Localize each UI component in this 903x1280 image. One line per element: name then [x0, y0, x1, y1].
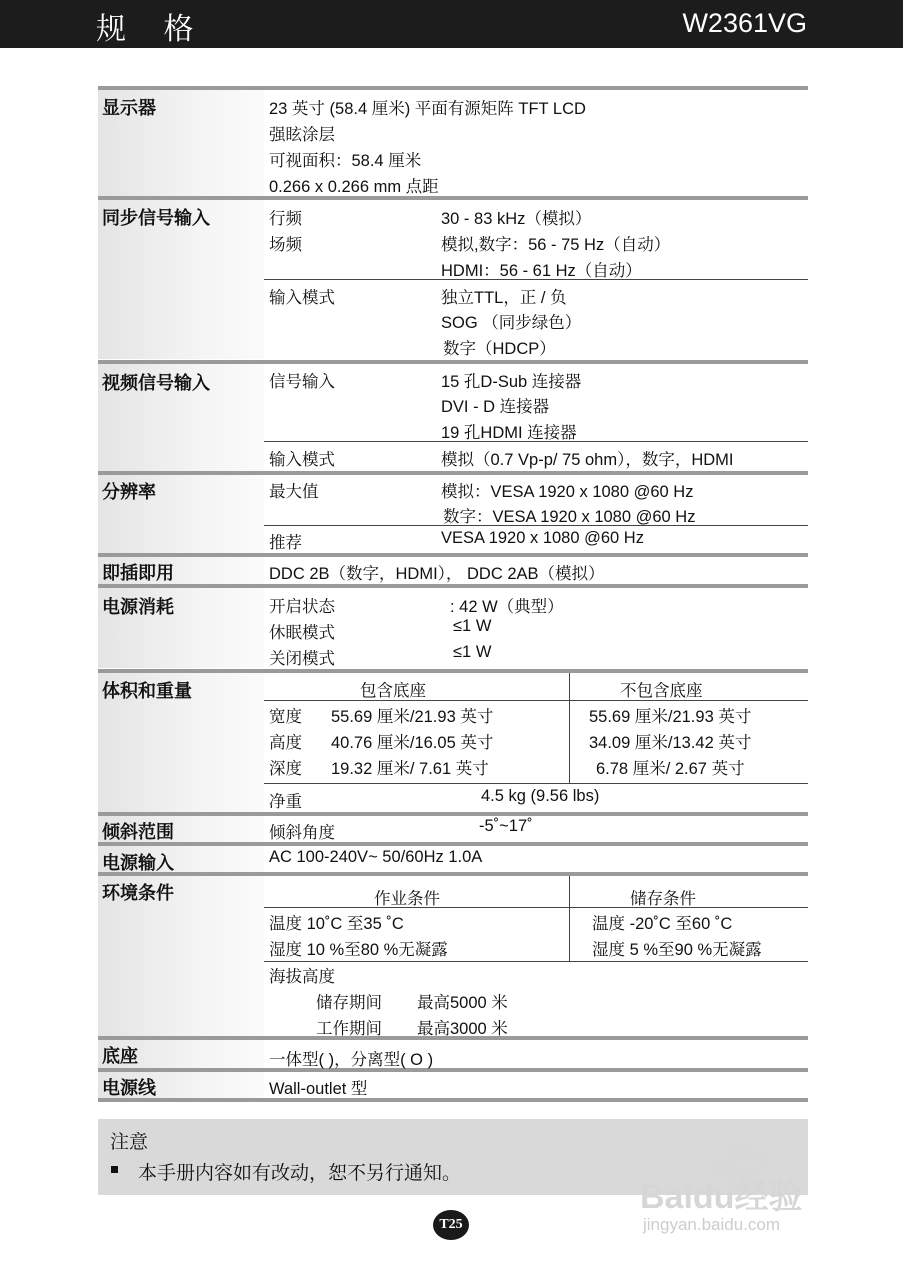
- sync-mode-val: 数字（HDCP）: [443, 340, 556, 358]
- video-sig-val: 15 孔D-Sub 连接器: [441, 373, 582, 391]
- power-off-val: ≤1 W: [453, 643, 492, 661]
- dim-weight-val: 4.5 kg (9.56 lbs): [481, 787, 600, 805]
- row-label-environment: 环境条件: [102, 883, 174, 904]
- sync-v-key: 场频: [269, 236, 302, 254]
- dim-w-val1: 55.69 厘米/21.93 英寸: [331, 708, 494, 726]
- res-max-val: 数字：VESA 1920 x 1080 @60 Hz: [443, 508, 696, 526]
- display-line: 0.266 x 0.266 mm 点距: [269, 178, 439, 196]
- env-alt-key: 海拔高度: [269, 968, 335, 986]
- row-divider: [98, 196, 808, 200]
- video-sig-val: 19 孔HDMI 连接器: [441, 424, 577, 442]
- sub-divider: [264, 783, 808, 784]
- header-model: W2361VG: [682, 8, 807, 38]
- row-divider: [98, 584, 808, 588]
- env-col-storage: 储存条件: [630, 890, 696, 908]
- row-label-sync: 同步信号输入: [102, 208, 210, 229]
- sync-mode-val: 独立TTL，正 / 负: [441, 289, 567, 307]
- power-on-key: 开启状态: [269, 598, 335, 616]
- sync-h-val: 30 - 83 kHz（模拟）: [441, 210, 592, 228]
- res-max-key: 最大值: [269, 483, 319, 501]
- video-mode-val: 模拟（0.7 Vp-p/ 75 ohm），数字，HDMI: [441, 451, 734, 469]
- column-divider: [569, 673, 570, 783]
- sync-mode-val: SOG （同步绿色）: [441, 314, 582, 332]
- bullet-icon: [111, 1166, 118, 1173]
- sync-v-val: HDMI：56 - 61 Hz（自动）: [441, 262, 642, 280]
- res-rec-val: VESA 1920 x 1080 @60 Hz: [441, 529, 644, 547]
- page-header: [0, 0, 903, 48]
- dim-h-key: 高度: [269, 734, 302, 752]
- dim-h-val2: 34.09 厘米/13.42 英寸: [589, 734, 752, 752]
- power-input-val: AC 100-240V~ 50/60Hz 1.0A: [269, 848, 483, 866]
- header-title: 规 格: [96, 12, 208, 47]
- tilt-val: -5˚~17˚: [479, 817, 533, 835]
- page-number: T25: [433, 1210, 469, 1240]
- row-divider: [98, 872, 808, 876]
- dim-col-with-stand: 包含底座: [360, 682, 426, 700]
- sync-mode-key: 输入模式: [269, 289, 335, 307]
- sub-divider: [264, 961, 808, 962]
- sync-h-key: 行频: [269, 210, 302, 228]
- power-sleep-val: ≤1 W: [453, 617, 492, 635]
- env-alt-st-key: 储存期间: [316, 994, 382, 1012]
- env-alt-op-val: 最高3000 米: [417, 1020, 508, 1038]
- video-sig-key: 信号输入: [269, 373, 335, 391]
- dim-w-key: 宽度: [269, 708, 302, 726]
- env-hum-op: 湿度 10 %至80 %无凝露: [269, 941, 448, 959]
- env-temp-st: 温度 -20˚C 至60 ˚C: [592, 915, 733, 933]
- dim-d-key: 深度: [269, 760, 302, 778]
- column-divider: [569, 876, 570, 961]
- row-label-tilt: 倾斜范围: [102, 822, 174, 843]
- dim-h-val1: 40.76 厘米/16.05 英寸: [331, 734, 494, 752]
- sync-v-val: 模拟,数字：56 - 75 Hz（自动）: [441, 236, 671, 254]
- row-divider: [98, 553, 808, 557]
- env-temp-op: 温度 10˚C 至35 ˚C: [269, 915, 404, 933]
- row-label-plugplay: 即插即用: [102, 563, 174, 584]
- res-rec-key: 推荐: [269, 534, 302, 552]
- dim-d-val1: 19.32 厘米/ 7.61 英寸: [331, 760, 489, 778]
- row-label-video: 视频信号输入: [102, 373, 210, 394]
- note-title: 注意: [110, 1131, 149, 1153]
- row-divider: [98, 669, 808, 673]
- power-off-key: 关闭模式: [269, 650, 335, 668]
- cord-val: Wall-outlet 型: [269, 1080, 368, 1098]
- plugplay-val: DDC 2B（数字，HDMI）， DDC 2AB（模拟）: [269, 565, 605, 583]
- sub-divider: [264, 700, 808, 701]
- power-sleep-key: 休眠模式: [269, 624, 335, 642]
- row-label-stand: 底座: [102, 1046, 138, 1067]
- env-alt-op-key: 工作期间: [316, 1020, 382, 1038]
- video-sig-val: DVI - D 连接器: [441, 398, 550, 416]
- env-hum-st: 湿度 5 %至90 %无凝露: [592, 941, 762, 959]
- stand-val: 一体型( )，分离型( O ): [269, 1051, 434, 1069]
- row-divider: [98, 471, 808, 475]
- dim-d-val2: 6.78 厘米/ 2.67 英寸: [596, 760, 745, 778]
- watermark: [640, 1145, 850, 1245]
- tilt-key: 倾斜角度: [269, 824, 335, 842]
- watermark-url: jingyan.baidu.com: [643, 1215, 781, 1234]
- dim-col-without-stand: 不包含底座: [620, 682, 703, 700]
- env-alt-st-val: 最高5000 米: [417, 994, 508, 1012]
- dim-weight-key: 净重: [269, 793, 302, 811]
- row-divider: [98, 360, 808, 364]
- row-label-display: 显示器: [102, 98, 156, 119]
- row-label-resolution: 分辨率: [102, 482, 156, 503]
- row-divider: [98, 812, 808, 816]
- env-col-operating: 作业条件: [374, 890, 440, 908]
- display-line: 23 英寸 (58.4 厘米) 平面有源矩阵 TFT LCD: [269, 100, 586, 118]
- res-max-val: 模拟：VESA 1920 x 1080 @60 Hz: [441, 483, 694, 501]
- watermark-text: Baidu经验: [640, 1178, 803, 1216]
- note-text: 本手册内容如有改动，恕不另行通知。: [138, 1162, 462, 1184]
- dim-w-val2: 55.69 厘米/21.93 英寸: [589, 708, 752, 726]
- row-divider: [98, 842, 808, 846]
- video-mode-key: 输入模式: [269, 451, 335, 469]
- display-line: 强眩涂层: [269, 126, 335, 144]
- row-label-cord: 电源线: [102, 1078, 156, 1099]
- sub-divider: [264, 907, 808, 908]
- row-divider: [98, 1068, 808, 1072]
- row-label-power: 电源消耗: [102, 597, 174, 618]
- row-divider: [98, 1098, 808, 1102]
- row-label-power-input: 电源输入: [102, 853, 174, 874]
- power-on-val: : 42 W（典型）: [450, 598, 564, 616]
- row-divider: [98, 86, 808, 90]
- row-label-dimensions: 体积和重量: [102, 681, 192, 702]
- display-line: 可视面积：58.4 厘米: [269, 152, 422, 170]
